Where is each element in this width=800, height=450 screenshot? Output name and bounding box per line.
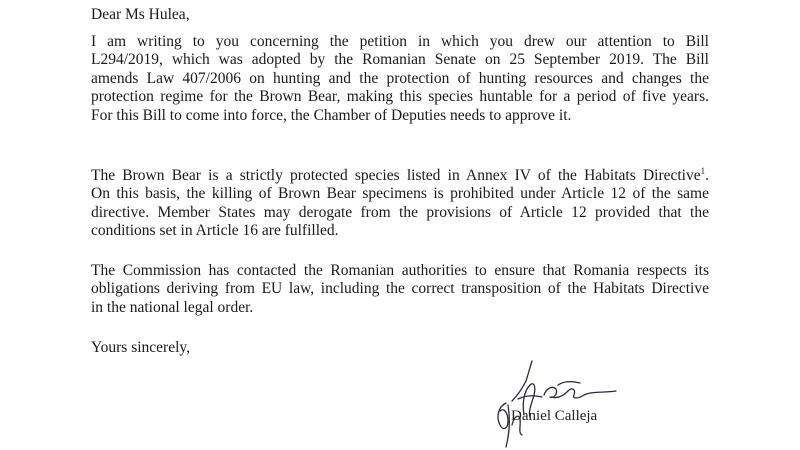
paragraph-line: obligations deriving from EU law, including the correct transposition of the Habitats Directive: [91, 280, 709, 298]
line-text: The Brown Bear is a strictly protected species listed in Annex IV of the Habitats Directive: [91, 167, 701, 184]
paragraph-line: L294/2019, which was adopted by the Romanian Senate on 25 September 2019. The Bill: [91, 51, 709, 69]
paragraph-habitats-directive: [91, 167, 709, 241]
paragraph-line: [91, 167, 709, 185]
line-period: .: [705, 167, 709, 184]
paragraph-petition: [91, 33, 709, 125]
footnote-marker: 1: [700, 166, 706, 176]
paragraph-line: protection regime for the Brown Bear, making this species huntable for a period of five years.: [91, 88, 709, 106]
paragraph-line: On this basis, the killing of Brown Bear specimens is prohibited under Article 12 of the same: [91, 185, 709, 203]
paragraph-line: in the national legal order.: [91, 298, 254, 316]
signatory-name: Daniel Calleja: [511, 408, 598, 424]
salutation: Dear Ms Hulea,: [91, 6, 190, 23]
paragraph-line: amends Law 407/2006 on hunting and the protection of hunting resources and changes the: [91, 69, 709, 87]
paragraph-commission: [91, 262, 709, 317]
paragraph-line: The Commission has contacted the Romanian authorities to ensure that Romania respects its: [91, 262, 709, 279]
handwritten-signature: [488, 355, 628, 450]
closing: Yours sincerely,: [91, 339, 191, 356]
paragraph-line: I am writing to you concerning the petition in which you drew our attention to Bill: [91, 33, 709, 50]
paragraph-line: For this Bill to come into force, the Chamber of Deputies needs to approve it.: [91, 106, 572, 124]
paragraph-line: conditions set in Article 16 are fulfilled.: [91, 222, 339, 240]
paragraph-line: directive. Member States may derogate from the provisions of Article 12 provided that the: [91, 203, 709, 221]
signature-block: [488, 355, 628, 450]
